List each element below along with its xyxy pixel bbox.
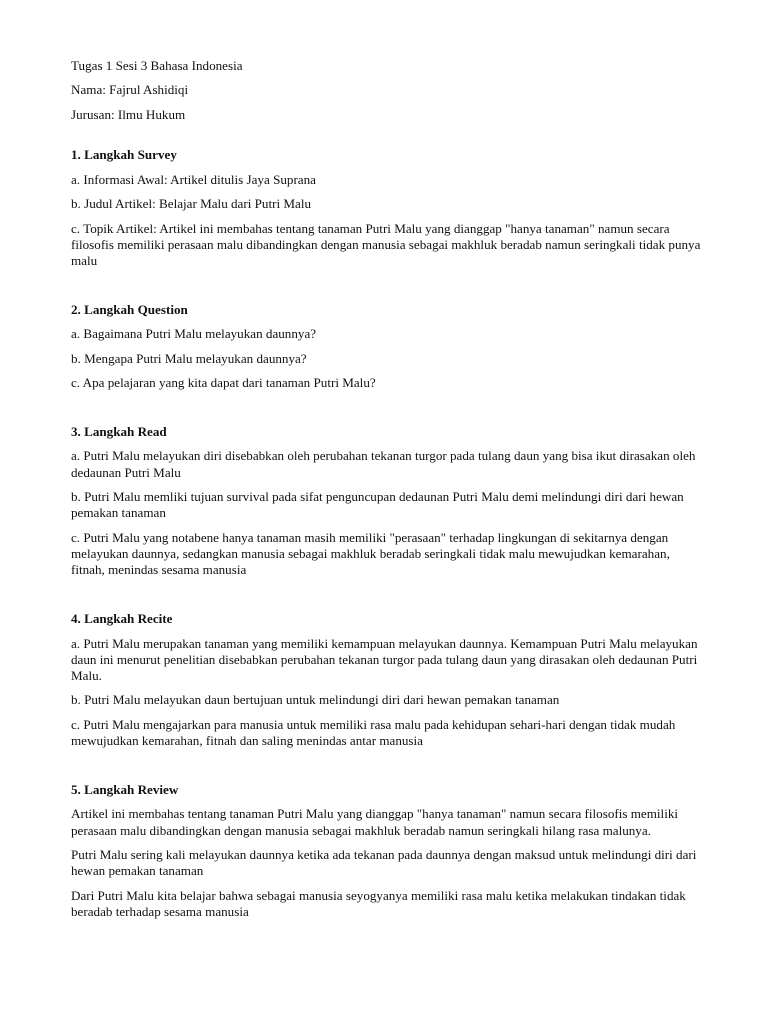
section-item: b. Putri Malu melayukan daun bertujuan untuk melindungi diri dari hewan pemakan tanaman: [71, 692, 560, 708]
section-recite: [71, 611, 701, 749]
assignment-title: Tugas 1 Sesi 3 Bahasa Indonesia: [71, 58, 243, 73]
section-heading: 4. Langkah Recite: [71, 611, 173, 627]
section-item: c. Apa pelajaran yang kita dapat dari tanaman Putri Malu?: [71, 375, 376, 391]
section-item: a. Bagaimana Putri Malu melayukan daunnya?: [71, 326, 317, 342]
section-heading: 1. Langkah Survey: [71, 147, 177, 163]
section-heading: 5. Langkah Review: [71, 781, 179, 797]
section-item: c. Putri Malu yang notabene hanya tanaman masih memiliki "perasaan" terhadap lingkungan di sekitarnya dengan melayukan daunnya, sedangkan manusia sebagai makhluk beradab seringkali tidak malu mewujudkan kemarahan, fitnah, menindas sesama manusia: [71, 529, 670, 578]
section-survey: [71, 147, 701, 269]
section-question: [71, 302, 701, 391]
section-item: b. Mengapa Putri Malu melayukan daunnya?: [71, 350, 307, 366]
section-item: Dari Putri Malu kita belajar bahwa sebagai manusia seyogyanya memiliki rasa malu ketika melakukan tindakan tidak beradab terhadap sesama manusia: [71, 887, 686, 920]
student-major: Jurusan: Ilmu Hukum: [71, 106, 186, 122]
section-item: c. Putri Malu mengajarkan para manusia untuk memiliki rasa malu pada kehidupan sehari-hari dengan tidak mudah mewujudkan kemarahan, fitnah dan saling menindas antar manusia: [71, 716, 676, 749]
section-item: c. Topik Artikel: Artikel ini membahas tentang tanaman Putri Malu yang dianggap "hanya tanaman" namun secara filosofis memiliki perasaan malu dibandingkan dengan manusia sebagai makhluk beradab namun seringkali tidak punya malu: [71, 220, 701, 269]
student-name: Nama: Fajrul Ashidiqi: [71, 82, 189, 98]
section-heading: 3. Langkah Read: [71, 423, 167, 439]
section-item: a. Putri Malu melayukan diri disebabkan oleh perubahan tekanan turgor pada tulang daun yang bisa ikut dirasakan oleh dedaunan Putri Malu: [71, 448, 696, 480]
section-heading: 2. Langkah Question: [71, 302, 188, 318]
section-item: b. Judul Artikel: Belajar Malu dari Putri Malu: [71, 196, 312, 212]
section-item: b. Putri Malu memliki tujuan survival pada sifat penguncupan dedaunan Putri Malu demi melindungi diri dari hewan pemakan tanaman: [71, 489, 684, 521]
section-item: a. Putri Malu merupakan tanaman yang memiliki kemampuan melayukan daunnya. Kemampuan Putri Malu melayukan daun ini menurut penelitian disebabkan perubahan tekanan turgor pada tulang daun yang dirasakan oleh dedaunan Putri Malu.: [71, 635, 698, 684]
section-read: [71, 424, 701, 579]
section-item: Putri Malu sering kali melayukan daunnya ketika ada tekanan pada daunnya dengan maksud untuk melindungi diri dari hewan pemakan tanaman: [71, 847, 697, 879]
section-item: Artikel ini membahas tentang tanaman Putri Malu yang dianggap "hanya tanaman" namun secara filosofis memiliki perasaan malu dibandingkan dengan manusia sebagai makhluk beradab namun seringkali hilang rasa malunya.: [71, 806, 679, 838]
section-review: [71, 782, 701, 920]
section-item: a. Informasi Awal: Artikel ditulis Jaya Suprana: [71, 171, 316, 187]
document-page: [71, 58, 701, 928]
